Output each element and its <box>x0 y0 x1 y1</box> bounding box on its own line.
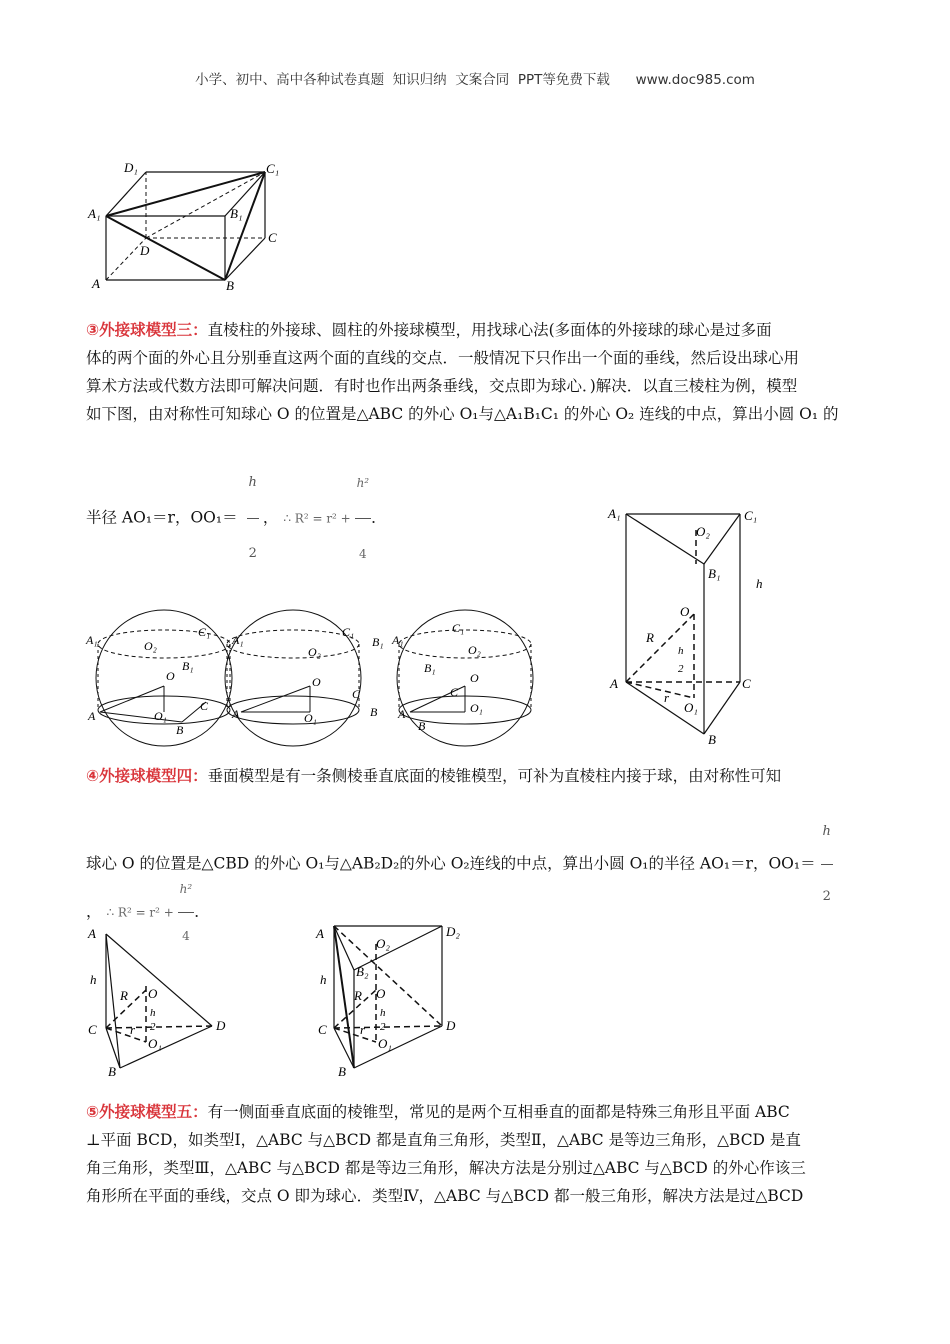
t2-label-two: 2 <box>380 1021 386 1033</box>
model5-line4: 角形所在平面的垂线，交点 O 即为球心．类型Ⅳ，△ABC 与△BCD 都一般三角形，解决方法是过△BCD <box>86 1187 804 1205</box>
t2-label-B: B <box>338 1064 346 1079</box>
figure-cuboid <box>84 158 294 298</box>
s1-label-C1: C₁ <box>198 625 211 639</box>
t2-label-R: R <box>354 988 362 1003</box>
t2-label-r: r <box>360 1022 366 1037</box>
label-D: D <box>140 243 150 258</box>
s2-label-A1: A₁ <box>232 633 244 647</box>
model4-line2: 球心 O 的位置是△CBD 的外心 O₁与△AB₂D₂的外心 O₂连线的中点，算出小圆 O₁的半径 AO₁＝r，OO₁＝ <box>86 854 816 873</box>
s2-label-B: B <box>370 705 378 719</box>
model4-frac-h2 <box>821 800 833 929</box>
label-A: A <box>92 276 100 291</box>
t1-label-B: B <box>108 1064 116 1079</box>
p-label-B: B <box>708 732 716 747</box>
t1-label-r: r <box>130 1022 136 1037</box>
frac-num: h² <box>178 866 195 913</box>
s3-label-B1: B₁ <box>424 661 436 675</box>
p-label-O1: O₁ <box>684 700 698 715</box>
p-label-O: O <box>680 604 690 619</box>
s1-label-A1: A₁ <box>86 633 98 647</box>
s2-label-O: O <box>312 675 321 689</box>
model3-frac-h2-4 <box>355 448 372 589</box>
model4-line1: 垂面模型是有一条侧棱垂直底面的棱锥模型，可补为直棱柱内接于球，由对称性可知 <box>207 767 782 785</box>
model3-line1: 直棱柱的外接球、圆柱的外接球模型，用找球心法(多面体的外接球的球心是过多面 <box>207 321 772 339</box>
t2-label-O1: O₁ <box>378 1036 392 1051</box>
t1-label-C: C <box>88 1022 97 1037</box>
s1-label-C: C <box>200 699 209 713</box>
t2-label-h: h <box>320 972 327 987</box>
model4-paragraph <box>86 762 866 790</box>
p-label-O2: O₂ <box>696 524 710 539</box>
model4-tail: ． <box>194 902 210 921</box>
model3-line4: 如下图，由对称性可知球心 O 的位置是△ABC 的外心 O₁与△A₁B₁C₁ 的外心 O₂ 连线的中点，算出小圆 O₁ 的 <box>86 405 839 423</box>
model5-line1: 有一侧面垂直底面的棱锥型，常见的是两个互相垂直的面都是特殊三角形且平面 ABC <box>207 1103 790 1121</box>
s1-label-O2: O₂ <box>144 639 157 653</box>
model5-heading: ⑤外接球模型五： <box>86 1103 208 1121</box>
s3-label-C1: C₁ <box>452 621 465 635</box>
frac-num: h² <box>355 448 372 519</box>
t1-label-R: R <box>120 988 128 1003</box>
t2-label-O2: O₂ <box>376 936 390 951</box>
s3-label-O1: O₁ <box>470 701 483 715</box>
model4-heading: ④外接球模型四： <box>86 767 208 785</box>
p-label-A1: A₁ <box>608 506 621 521</box>
t1-label-O1: O₁ <box>148 1036 162 1051</box>
s3-label-O2: O₂ <box>468 643 481 657</box>
frac-den: 4 <box>359 547 367 561</box>
model3-frac-h2 <box>247 448 259 589</box>
t2-label-O: O <box>376 986 386 1001</box>
t2-label-B2: B₂ <box>356 964 369 979</box>
s2-label-O2: O₂ <box>308 645 321 659</box>
s1-label-B1: B₁ <box>182 659 194 673</box>
model3-line2: 体的两个面的外心且分别垂直这两个面的直线的交点．一般情况下只作出一个面的垂线，然后设出球心用 <box>86 349 800 367</box>
t2-label-D2: D₂ <box>446 924 460 939</box>
t2-label-D: D <box>446 1018 456 1033</box>
s1-label-O: O <box>166 669 175 683</box>
model5-line2: ⊥平面 BCD，如类型Ⅰ，△ABC 与△BCD 都是直角三角形，类型Ⅱ，△ABC 是等边三角形，△BCD 是直 <box>86 1131 801 1149</box>
figure-pyramid-prism <box>314 920 484 1080</box>
frac-den: 2 <box>248 546 257 561</box>
model5-paragraph <box>86 1098 866 1210</box>
model3-line3: 算术方法或代数方法即可解决问题．有时也作出两条垂线，交点即为球心．)解决．以直三棱柱为例，模型 <box>86 377 798 395</box>
s1-label-A: A <box>88 709 96 723</box>
model4-formula: ∴ R² = r² + <box>106 905 178 920</box>
frac-num: h <box>821 800 833 865</box>
p-label-R: R <box>646 630 654 645</box>
p-label-two: 2 <box>678 663 684 675</box>
s3-label-C: C <box>450 685 459 699</box>
model3-formula: ∴ R² = r² + <box>283 511 355 526</box>
page-header: 小学、初中、高中各种试卷真题 知识归纳 文案合同 PPT等免费下载 www.doc985.com <box>195 72 755 88</box>
figure-prism <box>604 502 784 750</box>
s1-label-B: B <box>176 723 184 737</box>
s2-label-C1: C₁ <box>342 625 355 639</box>
model3-heading: ③外接球模型三： <box>86 321 208 339</box>
t1-label-D: D <box>216 1018 226 1033</box>
model3-radius-text: 半径 AO₁＝r，OO₁＝ <box>86 508 238 527</box>
t2-label-h2: h <box>380 1007 386 1019</box>
model5-line3: 角三角形，类型Ⅲ，△ABC 与△BCD 都是等边三角形，解决方法是分别过△ABC 与△BCD 的外心作该三 <box>86 1159 806 1177</box>
t2-label-A: A <box>316 926 324 941</box>
t1-label-O: O <box>148 986 158 1001</box>
model3-radius-line: 半径 AO₁＝r，OO₁＝ $\frac{h}{2}$ ， ∴ R² = r² + $\frac{\text{h²}}{4}$ ． <box>86 448 387 589</box>
figure-spheres <box>84 606 554 756</box>
p-label-r: r <box>664 690 670 705</box>
s3-label-A1: A₁ <box>392 633 404 647</box>
t1-label-h: h <box>90 972 97 987</box>
s2-label-A: A <box>232 707 240 721</box>
label-D1: D₁ <box>124 160 138 175</box>
frac-den: 2 <box>822 889 831 904</box>
label-A1: A₁ <box>88 206 101 221</box>
frac-num: h <box>247 448 259 519</box>
model4-comma: ， <box>86 902 102 921</box>
t2-label-C: C <box>318 1022 327 1037</box>
frac-den: 4 <box>182 929 190 943</box>
t1-label-two: 2 <box>150 1021 156 1033</box>
figure-pyramid <box>84 920 244 1080</box>
p-label-h2: h <box>678 645 684 657</box>
t1-label-A: A <box>88 926 96 941</box>
p-label-C1: C₁ <box>744 508 758 523</box>
s2-label-O1: O₁ <box>304 711 317 725</box>
label-B1: B₁ <box>230 206 243 221</box>
label-C1: C₁ <box>266 161 280 176</box>
model3-paragraph <box>86 316 866 428</box>
s3-label-A: A <box>398 707 406 721</box>
s3-label-O: O <box>470 671 479 685</box>
model3-tail: ． <box>371 508 387 527</box>
label-B: B <box>226 278 234 293</box>
p-label-B1: B₁ <box>708 566 721 581</box>
p-label-A: A <box>610 676 618 691</box>
s3-label-B: B <box>418 719 426 733</box>
label-C: C <box>268 230 277 245</box>
s2-label-C: C <box>352 687 361 701</box>
s2-label-B1: B₁ <box>372 635 384 649</box>
t1-label-h2: h <box>150 1007 156 1019</box>
p-label-h: h <box>756 576 763 591</box>
p-label-C: C <box>742 676 751 691</box>
s1-label-O1: O₁ <box>154 709 167 723</box>
